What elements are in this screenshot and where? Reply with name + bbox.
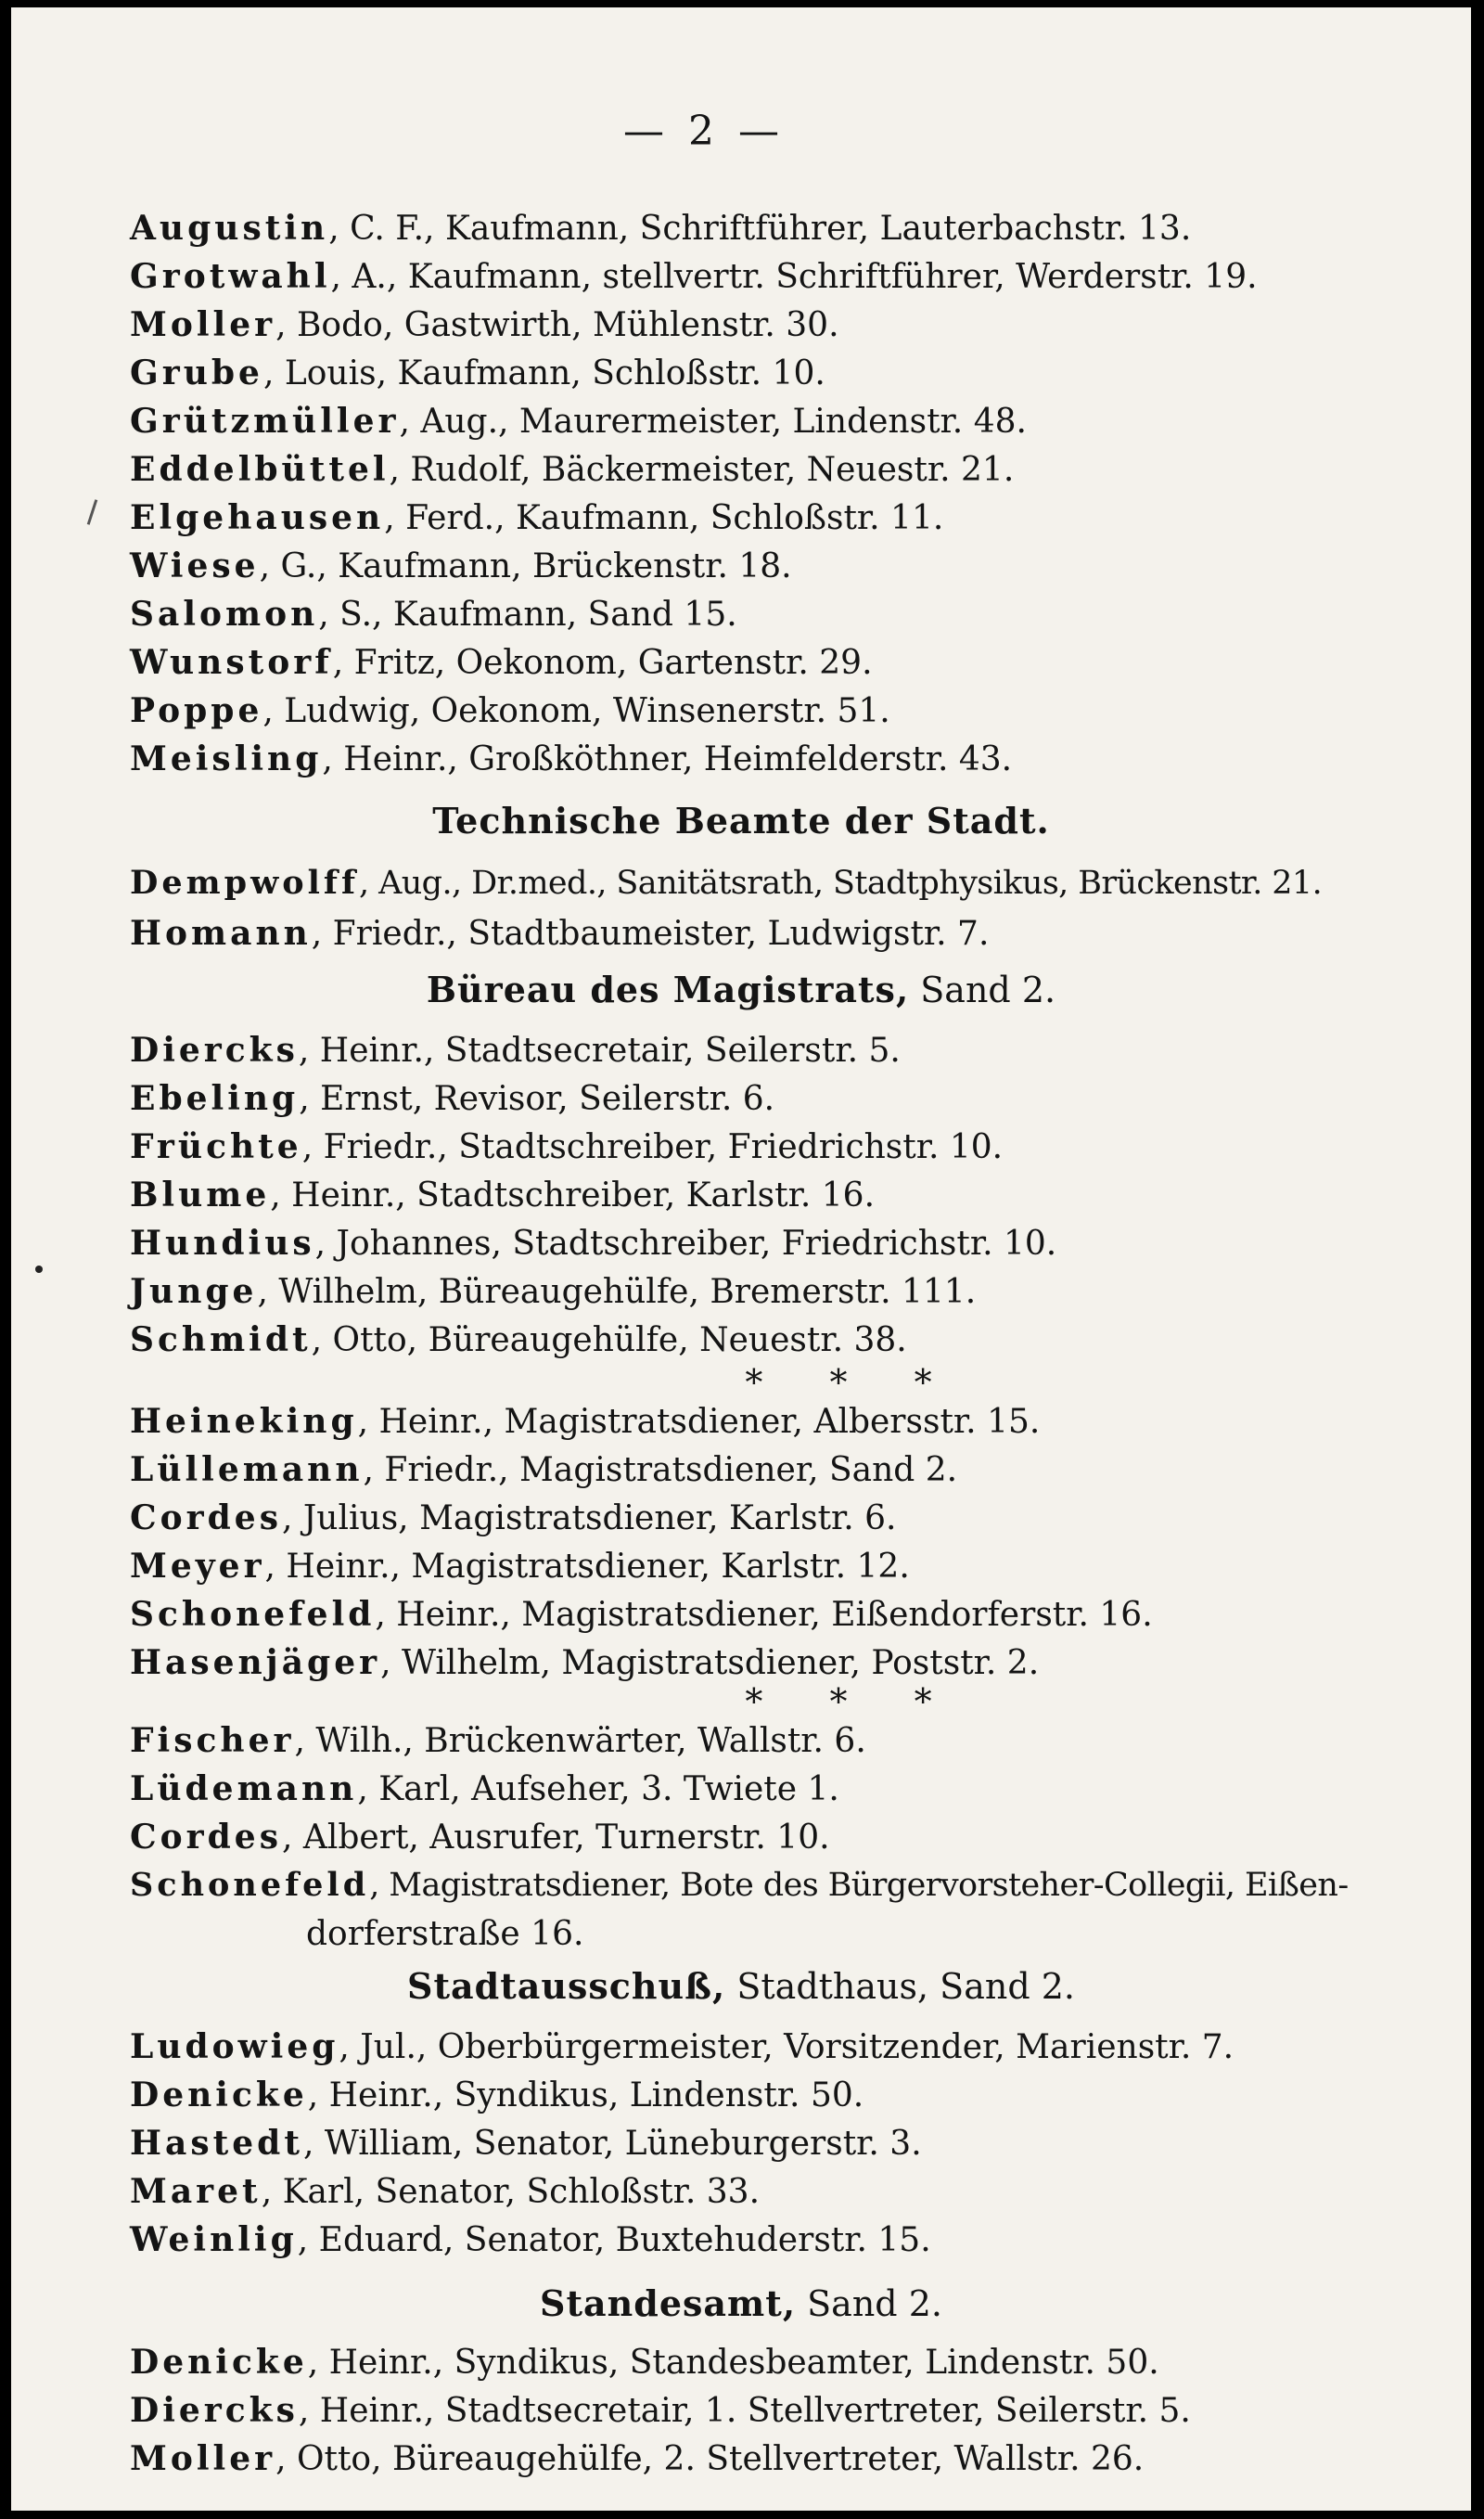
entry-line: Blume, Heinr., Stadtschreiber, Karlstr. 16. bbox=[130, 1176, 876, 1215]
entry-line: Grützmüller, Aug., Maurermeister, Lindenstr. 48. bbox=[130, 402, 1027, 441]
entry-line: Hundius, Johannes, Stadtschreiber, Friedrichstr. 10. bbox=[130, 1224, 1057, 1263]
entry-line: Cordes, Albert, Ausrufer, Turnerstr. 10. bbox=[130, 1818, 830, 1857]
entry-line: Denicke, Heinr., Syndikus, Standesbeamter, Lindenstr. 50. bbox=[130, 2343, 1159, 2382]
entry-line: Eddelbüttel, Rudolf, Bäckermeister, Neuestr. 21. bbox=[130, 450, 1015, 489]
entry-line: Diercks, Heinr., Stadtsecretair, Seilerstr. 5. bbox=[130, 1031, 901, 1070]
entry-line: Hastedt, William, Senator, Lüneburgerstr. 3. bbox=[130, 2124, 922, 2163]
entry-line: Elgehausen, Ferd., Kaufmann, Schloßstr. 11. bbox=[130, 498, 944, 537]
entry-line: Schonefeld, Heinr., Magistratsdiener, Eißendorferstr. 16. bbox=[130, 1595, 1153, 1634]
entry-line: Moller, Otto, Büreaugehülfe, 2. Stellvertreter, Wallstr. 26. bbox=[130, 2439, 1145, 2478]
entry-line: Maret, Karl, Senator, Schloßstr. 33. bbox=[130, 2172, 761, 2211]
entry-line: Meisling, Heinr., Großköthner, Heimfelderstr. 43. bbox=[130, 739, 1013, 778]
separator-stars: * * * bbox=[745, 1362, 960, 1403]
entry-line: Cordes, Julius, Magistratsdiener, Karlstr. 6. bbox=[130, 1498, 897, 1537]
entry-line: Heineking, Heinr., Magistratsdiener, Albersstr. 15. bbox=[130, 1402, 1041, 1441]
entry-line: Moller, Bodo, Gastwirth, Mühlenstr. 30. bbox=[130, 305, 839, 344]
section-heading-technical: Technische Beamte der Stadt. bbox=[432, 800, 1050, 842]
entry-line: Lüdemann, Karl, Aufseher, 3. Twiete 1. bbox=[130, 1769, 839, 1808]
entry-line: Ludowieg, Jul., Oberbürgermeister, Vorsitzender, Marienstr. 7. bbox=[130, 2027, 1235, 2066]
page-number: — 2 — bbox=[623, 108, 785, 155]
entry-line: Homann, Friedr., Stadtbaumeister, Ludwigstr. 7. bbox=[130, 914, 990, 953]
entry-line-continuation: dorferstraße 16. bbox=[306, 1915, 584, 1953]
entry-line: Hasenjäger, Wilhelm, Magistratsdiener, Poststr. 2. bbox=[130, 1643, 1040, 1682]
entry-line: Früchte, Friedr., Stadtschreiber, Friedrichstr. 10. bbox=[130, 1127, 1004, 1166]
entry-line: Grotwahl, A., Kaufmann, stellvertr. Schriftführer, Werderstr. 19. bbox=[130, 257, 1258, 296]
section-heading-committee: Stadtausschuß, Stadthaus, Sand 2. bbox=[407, 1965, 1075, 2007]
section-heading-registry: Standesamt, Sand 2. bbox=[540, 2282, 942, 2324]
entry-line: Weinlig, Eduard, Senator, Buxtehuderstr. 15. bbox=[130, 2220, 931, 2259]
entry-line: Meyer, Heinr., Magistratsdiener, Karlstr. 12. bbox=[130, 1547, 910, 1586]
entry-line: Augustin, C. F., Kaufmann, Schriftführer, Lauterbachstr. 13. bbox=[130, 209, 1192, 248]
document-page bbox=[11, 7, 1471, 2511]
entry-line: Ebeling, Ernst, Revisor, Seilerstr. 6. bbox=[130, 1079, 775, 1118]
entry-line: Poppe, Ludwig, Oekonom, Winsenerstr. 51. bbox=[130, 691, 890, 730]
separator-stars: * * * bbox=[745, 1681, 960, 1722]
entry-line: Diercks, Heinr., Stadtsecretair, 1. Stellvertreter, Seilerstr. 5. bbox=[130, 2391, 1191, 2430]
entry-line: Wiese, G., Kaufmann, Brückenstr. 18. bbox=[130, 546, 792, 585]
ink-blot bbox=[35, 1266, 43, 1273]
entry-line: Wunstorf, Fritz, Oekonom, Gartenstr. 29. bbox=[130, 643, 873, 682]
entry-line: Schonefeld, Magistratsdiener, Bote des Bürgervorsteher-Collegii, Eißen- bbox=[130, 1866, 1349, 1904]
margin-mark bbox=[87, 499, 98, 525]
entry-line: Junge, Wilhelm, Büreaugehülfe, Bremerstr. 111. bbox=[130, 1272, 977, 1311]
entry-line: Dempwolff, Aug., Dr.med., Sanitätsrath, Stadtphysikus, Brückenstr. 21. bbox=[130, 864, 1323, 902]
entry-line: Lüllemann, Friedr., Magistratsdiener, Sand 2. bbox=[130, 1450, 958, 1489]
entry-line: Fischer, Wilh., Brückenwärter, Wallstr. 6. bbox=[130, 1721, 866, 1760]
entry-line: Salomon, S., Kaufmann, Sand 15. bbox=[130, 595, 737, 634]
section-heading-bureau: Büreau des Magistrats, Sand 2. bbox=[426, 969, 1056, 1010]
entry-line: Denicke, Heinr., Syndikus, Lindenstr. 50. bbox=[130, 2076, 864, 2114]
entry-line: Grube, Louis, Kaufmann, Schloßstr. 10. bbox=[130, 353, 825, 392]
entry-line: Schmidt, Otto, Büreaugehülfe, Neuestr. 38. bbox=[130, 1320, 907, 1359]
